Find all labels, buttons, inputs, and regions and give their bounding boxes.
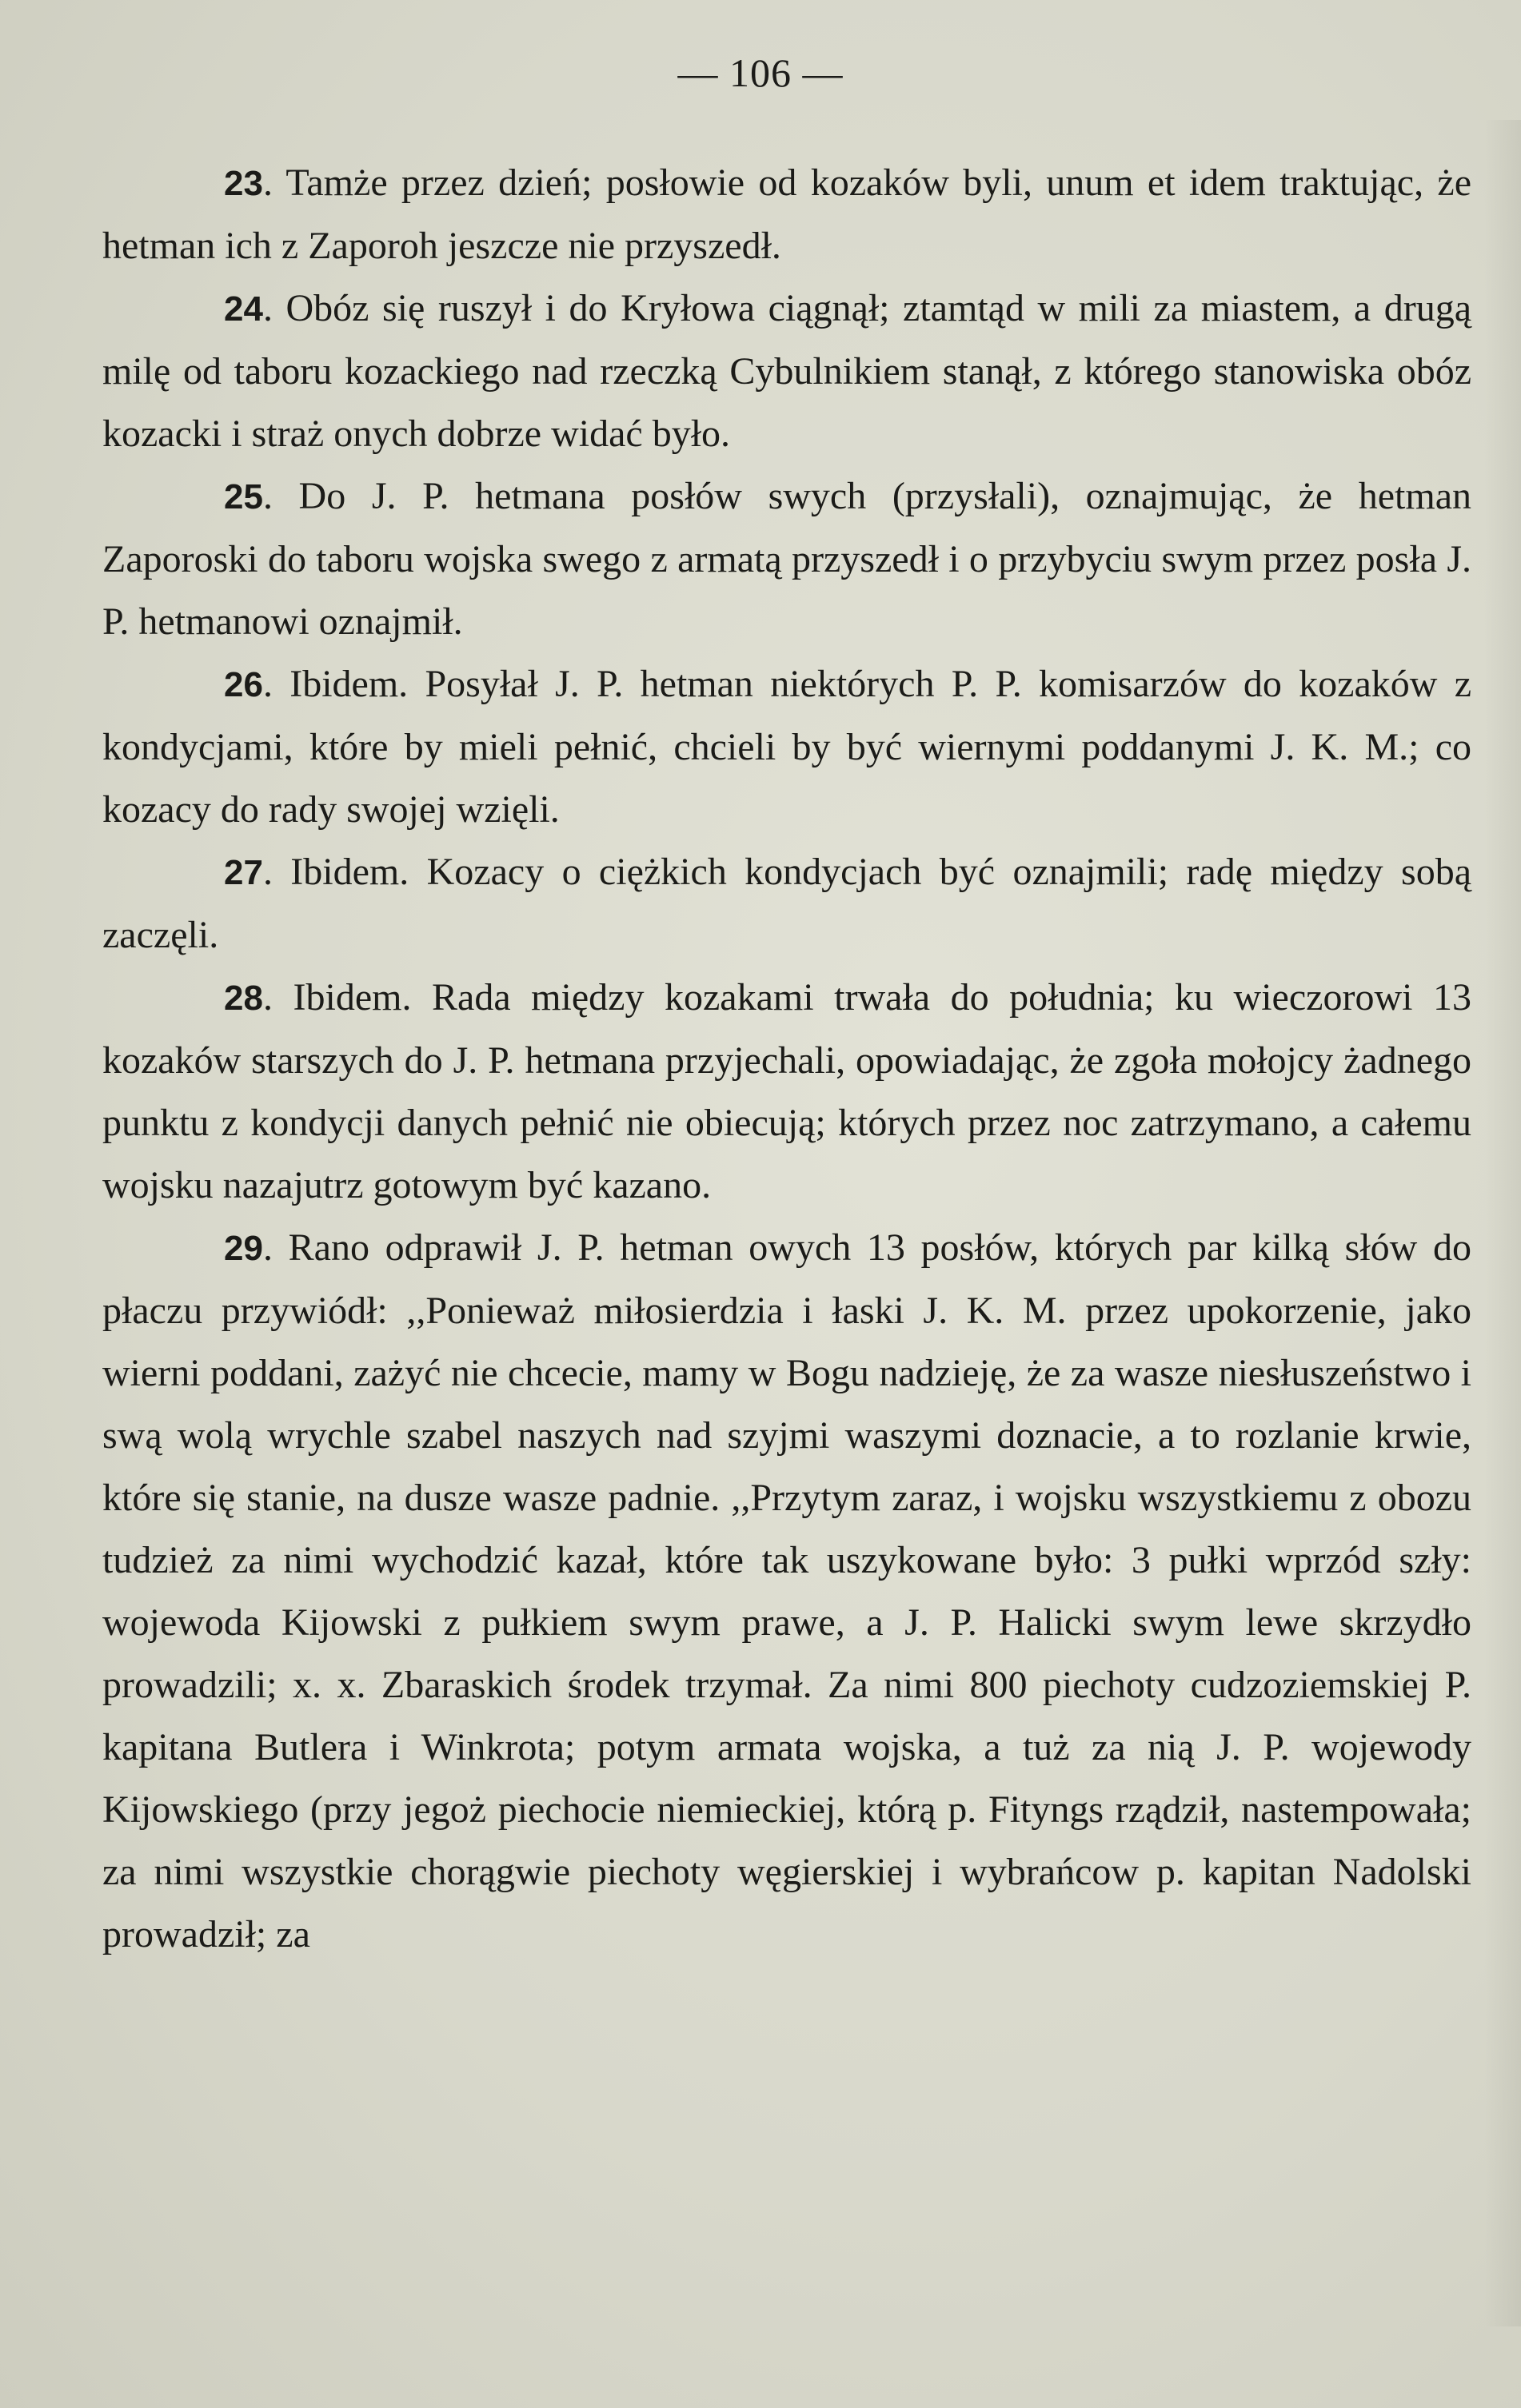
entry-number: 27 [224,853,263,892]
entry-text: . Do J. P. hetmana posłów swych (przysłali), oznajmując, że hetman Zaporoski do taboru wojska swego z armatą przyszedł i o przybyciu swym przez posła J. P. hetmanowi oznajmił. [102,475,1471,643]
body-text [102,152,1471,1966]
entry-23 [102,152,1471,277]
entry-text: . Ibidem. Kozacy o ciężkich kondycjach być oznajmili; radę między sobą zaczęli. [102,851,1471,956]
entry-text: . Ibidem. Posyłał J. P. hetman niektórych P. P. komisarzów do kozaków z kondycjami, które by mieli pełnić, chcieli by być wiernymi poddanymi J. K. M.; co kozacy do rady swojej wzięli. [102,663,1471,831]
entry-text: . Rano odprawił J. P. hetman owych 13 posłów, których par kilką słów do płaczu przywiódł: ,,Ponieważ miłosierdzia i łaski J. K. M. przez upokorzenie, jako wierni poddani, zażyć nie chcecie, mamy w Bogu nadzieję, że za wasze niesłuszeństwo i swą wolą wrychle szabel naszych nad szyjmi waszymi doznacie, a to rozlanie krwie, które się stanie, na dusze wasze padnie. ,,Przytym zaraz, i wojsku wszystkiemu z obozu tudzież za nimi wychodzić kazał, które tak uszykowane było: 3 pułki wprzód szły: wojewoda Kijowski z pułkiem swym prawe, a J. P. Halicki swym lewe skrzydło prowadzili; x. x. Zbaraskich środek trzymał. Za nimi 800 piechoty cudzoziemskiej P. kapitana Butlera i Winkrota; potym armata wojska, a tuż za nią J. P. wojewody Kijowskiego (przy jegoż piechocie niemieckiej, którą p. Fityngs rządził, nastempowała; za nimi wszystkie chorągwie piechoty węgierskiej i wybrańcow p. kapitan Nadolski prowadził; za [102,1226,1471,1956]
entry-text: . Tamże przez dzień; posłowie od kozaków byli, unum et idem traktując, że hetman ich z Zaporoh jeszcze nie przyszedł. [102,161,1471,267]
entry-text: . Obóz się ruszył i do Kryłowa ciągnął; ztamtąd w mili za miastem, a drugą milę od taboru kozackiego nad rzeczką Cybulnikiem stanął, z którego stanowiska obóz kozacki i straż onych dobrze widać było. [102,287,1471,455]
entry-26 [102,653,1471,841]
entry-29 [102,1217,1471,1966]
entry-number: 28 [224,979,263,1018]
page-edge-shadow [1484,120,1521,2326]
entry-number: 25 [224,477,263,516]
entry-number: 23 [224,164,263,203]
entry-25 [102,465,1471,653]
entry-number: 29 [224,1229,263,1268]
entry-number: 24 [224,289,263,329]
entry-28 [102,967,1471,1217]
entry-text: . Ibidem. Rada między kozakami trwała do południa; ku wieczorowi 13 kozaków starszych do J. P. hetmana przyjechali, opowiadając, że zgoła mołojcy żadnego punktu z kondycji danych pełnić nie obiecują; których przez noc zatrzymano, a całemu wojsku nazajutrz gotowym być kazano. [102,976,1471,1206]
page-number-header: — 106 — [677,50,844,95]
entry-27 [102,841,1471,967]
entry-24 [102,277,1471,465]
entry-number: 26 [224,665,263,704]
